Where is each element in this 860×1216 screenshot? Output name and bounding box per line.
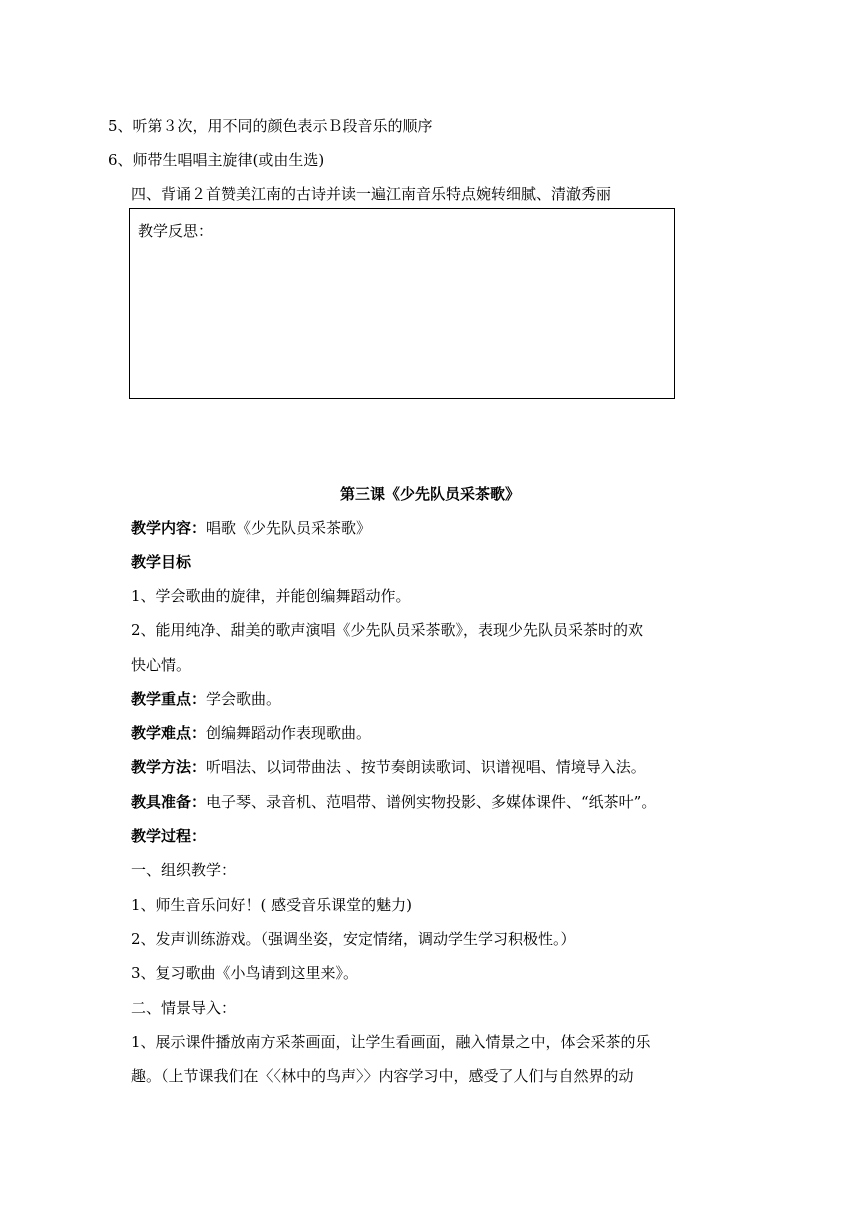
lesson-title: 第三课《少先队员采茶歌》 bbox=[339, 485, 520, 503]
reflection-label: 教学反思： bbox=[138, 222, 214, 240]
method-label: 教学方法： bbox=[131, 758, 207, 776]
teaching-method bbox=[131, 757, 646, 777]
step-6: 6、师带生唱唱主旋律(或由生选) bbox=[108, 151, 325, 169]
organize-heading: 一、组织教学： bbox=[131, 861, 237, 879]
key-point-label: 教学重点： bbox=[131, 690, 207, 708]
teaching-content-value: 唱歌《少先队员采茶歌》 bbox=[206, 519, 372, 537]
goal-1: 1、学会歌曲的旋律，并能创编舞蹈动作。 bbox=[131, 587, 411, 605]
scene-heading: 二、情景导入： bbox=[131, 999, 237, 1017]
step-4-section: 四、背诵２首赞美江南的古诗并读一遍江南音乐特点婉转细腻、清澈秀丽 bbox=[131, 185, 612, 203]
organize-step-1: 1、师生音乐问好！( 感受音乐课堂的魅力) bbox=[131, 896, 413, 914]
teaching-goals-heading: 教学目标 bbox=[131, 553, 192, 571]
goal-2-line-2: 快心情。 bbox=[131, 656, 192, 674]
method-value: 听唱法、以词带曲法 、按节奏朗读歌词、识谱视唱、情境导入法。 bbox=[206, 758, 646, 776]
organize-step-3: 3、复习歌曲《小鸟请到这里来》。 bbox=[131, 964, 359, 982]
scene-step-1-line-1: 1、展示课件播放南方采茶画面，让学生看画面，融入情景之中，体会采茶的乐 bbox=[131, 1033, 651, 1051]
teaching-content bbox=[131, 518, 371, 538]
scene-step-1-line-2: 趣。（上节课我们在〈〈林中的鸟声〉〉内容学习中，感受了人们与自然界的动 bbox=[131, 1067, 634, 1085]
teaching-process-heading: 教学过程： bbox=[131, 827, 207, 845]
step-5: 5、听第３次，用不同的颜色表示Ｂ段音乐的顺序 bbox=[108, 117, 433, 135]
goal-2-line-1: 2、能用纯净、甜美的歌声演唱《少先队员采茶歌》，表现少先队员采茶时的欢 bbox=[131, 621, 644, 639]
difficulty-value: 创编舞蹈动作表现歌曲。 bbox=[206, 724, 372, 742]
tools-label: 教具准备： bbox=[131, 793, 207, 811]
difficulty-label: 教学难点： bbox=[131, 724, 207, 742]
teaching-content-label: 教学内容： bbox=[131, 519, 207, 537]
tools-value: 电子琴、录音机、范唱带、谱例实物投影、多媒体课件、“纸茶叶”。 bbox=[206, 793, 657, 811]
reflection-box bbox=[129, 208, 675, 399]
teaching-difficulty bbox=[131, 723, 371, 743]
teaching-tools bbox=[131, 792, 656, 812]
key-point-value: 学会歌曲。 bbox=[206, 690, 282, 708]
teaching-key-point bbox=[131, 689, 281, 709]
organize-step-2: 2、发声训练游戏。（强调坐姿，安定情绪，调动学生学习积极性。） bbox=[131, 930, 576, 948]
